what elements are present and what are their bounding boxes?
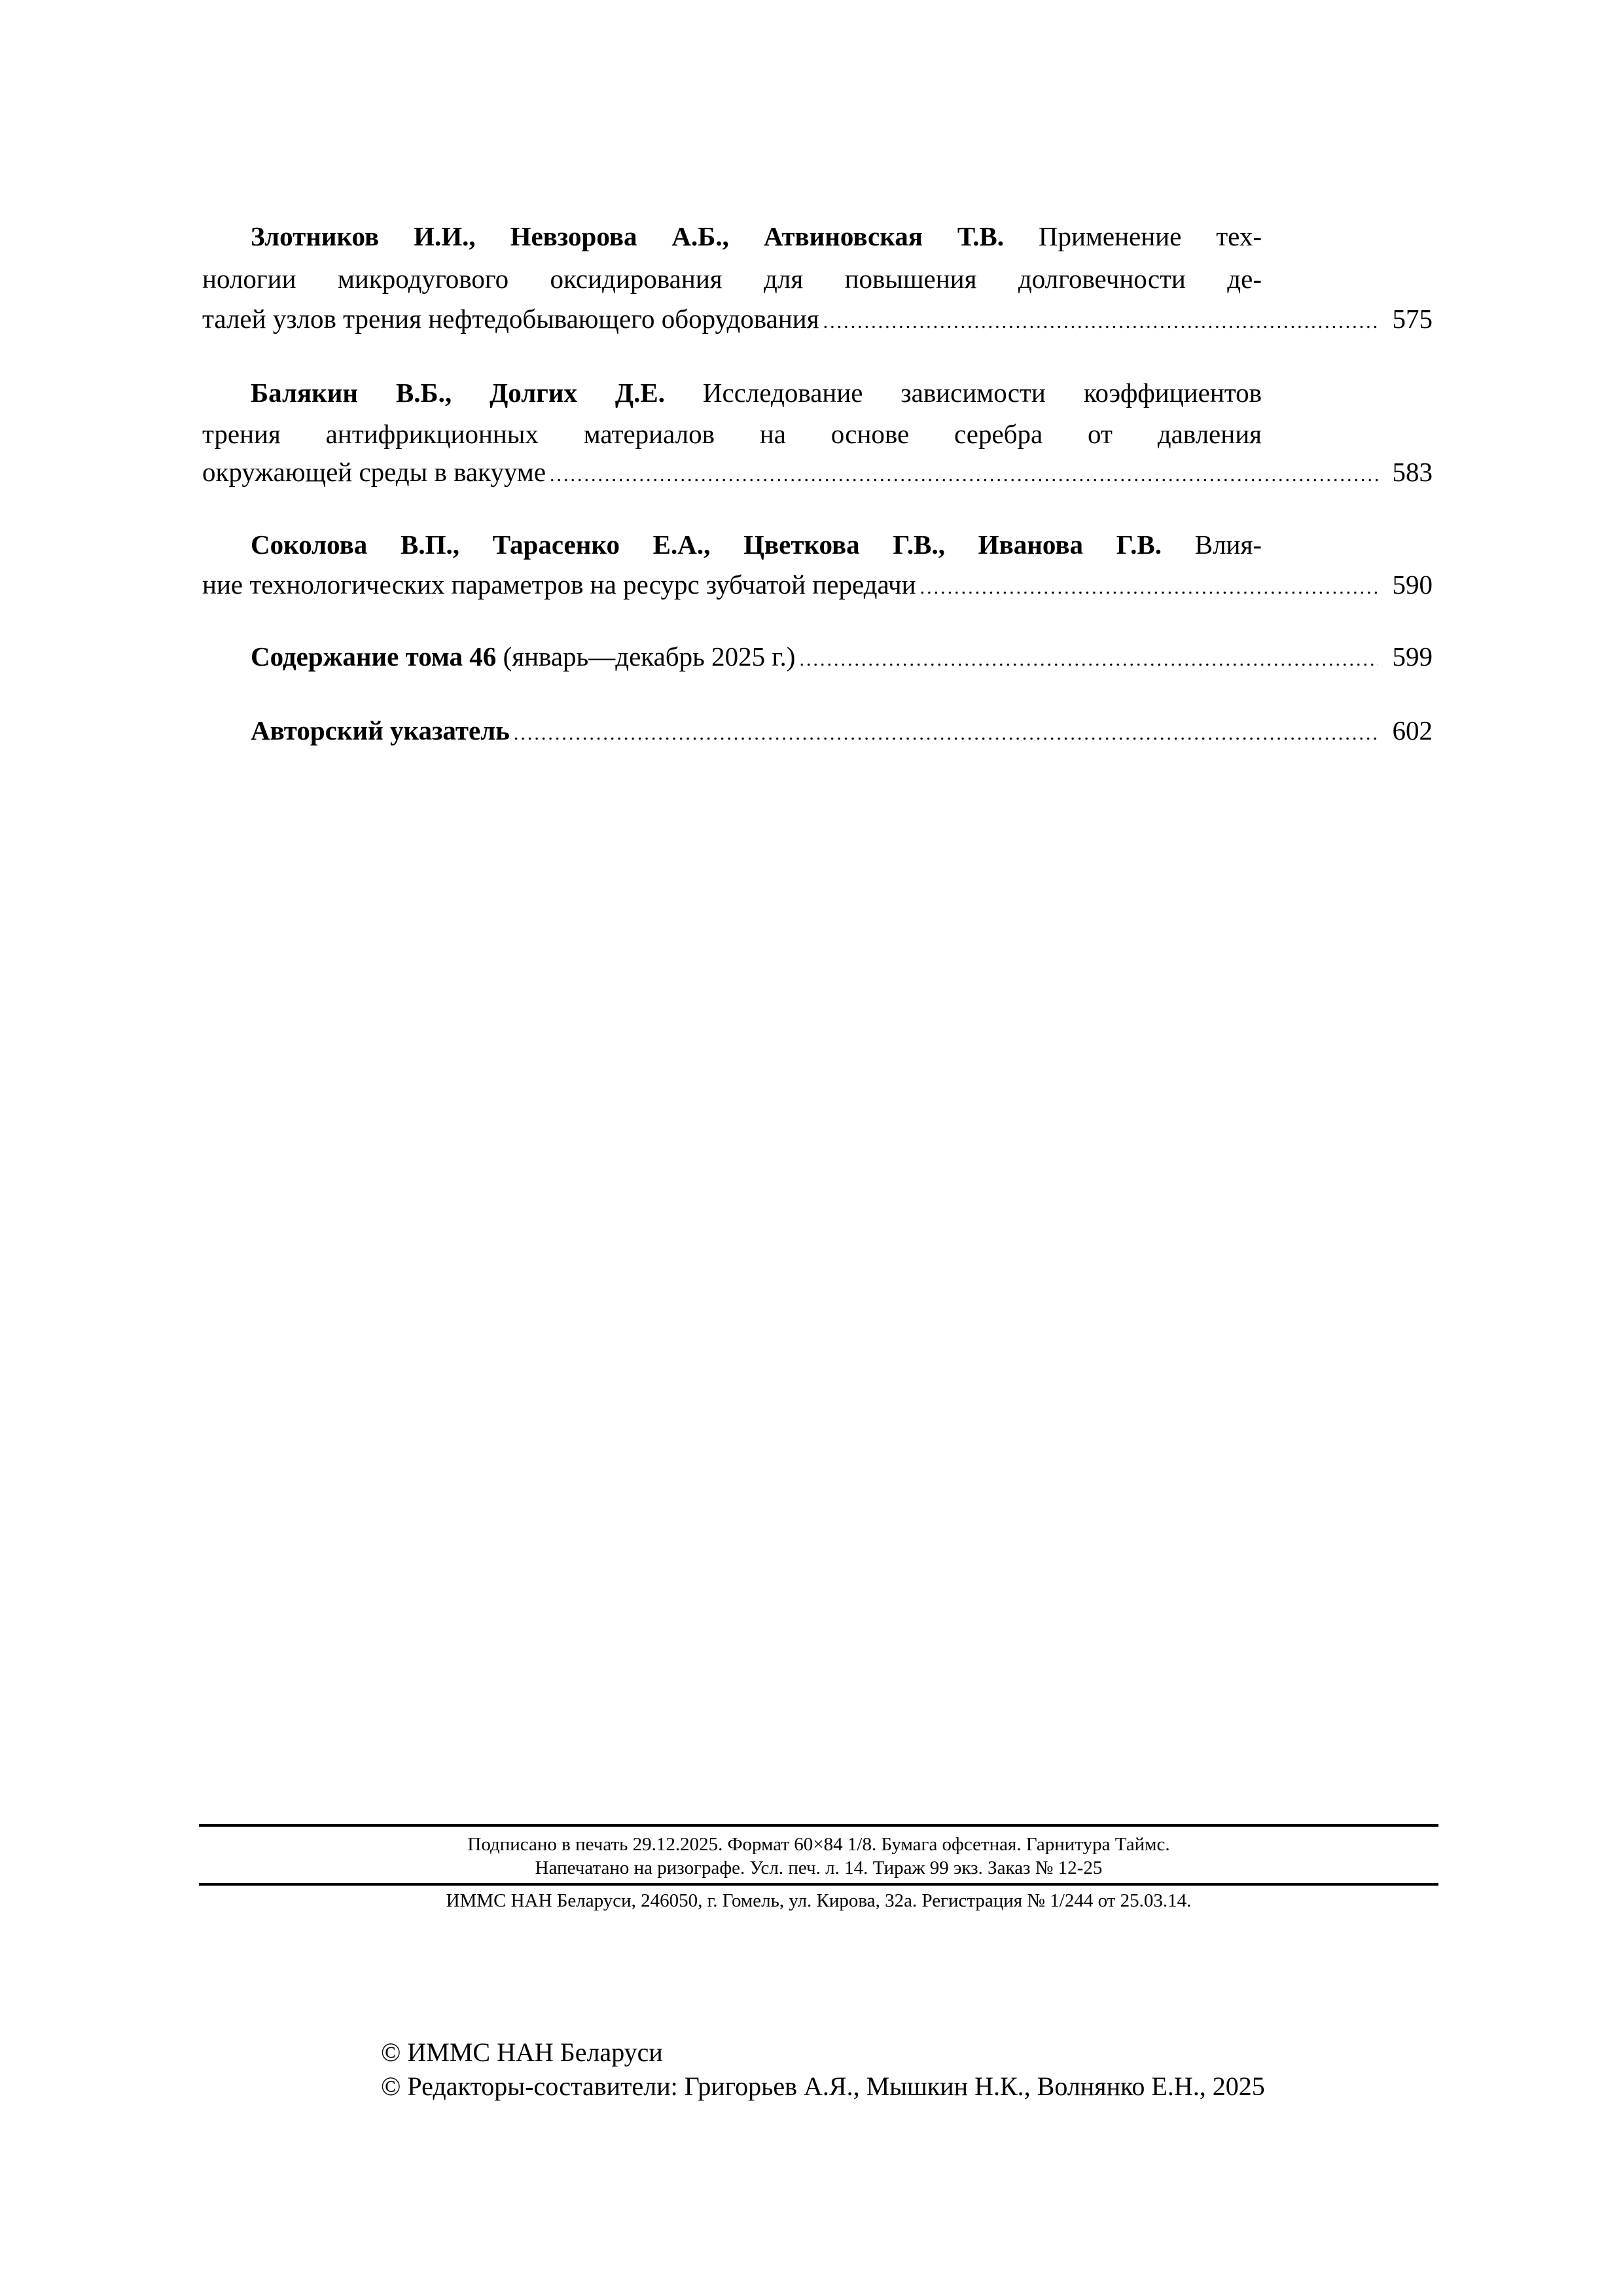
toc-entry-authors: Соколова В.П., Тарасенко Е.А., Цветкова Г.В., Иванова Г.В.	[251, 529, 1162, 560]
toc-entry-heading: Содержание тома 46	[251, 641, 497, 672]
toc-entry-title: Исследование зависимости коэффициентов	[702, 378, 1262, 408]
dot-leader	[799, 643, 1378, 676]
toc-entry-2-line-3[interactable]	[202, 456, 1433, 492]
toc-entry-3-line-2[interactable]	[202, 568, 1433, 604]
copyright-institute: © ИММС НАН Беларуси	[381, 2037, 663, 2067]
toc-entry-3-line-1	[251, 528, 1262, 561]
dot-leader	[550, 459, 1378, 492]
divider-bottom	[199, 1883, 1438, 1886]
page-number: 583	[1392, 457, 1433, 487]
divider-top	[199, 1824, 1438, 1827]
toc-entry-authors: Балякин В.Б., Долгих Д.Е.	[251, 378, 665, 408]
toc-entry-2-line-1	[251, 376, 1262, 409]
toc-entry-title: окружающей среды в вакууме	[202, 457, 546, 487]
dot-leader	[920, 571, 1378, 604]
toc-entry-1-line-2: нологии микродугового оксидирования для повышения долговечности де-	[202, 264, 1262, 294]
page-number: 575	[1392, 304, 1433, 334]
imprint-line-2: Напечатано на ризографе. Усл. печ. л. 14. Тираж 99 экз. Заказ № 12-25	[535, 1857, 1103, 1878]
toc-entry-subtitle: (январь—декабрь 2025 г.)	[503, 641, 796, 672]
toc-entry-title: ние технологических параметров на ресурс зубчатой передачи	[202, 569, 916, 600]
toc-entry-1-line-3[interactable]	[202, 302, 1433, 338]
dot-leader	[823, 306, 1378, 338]
toc-entry-title: Применение тех-	[1038, 221, 1262, 251]
toc-entry-title: талей узлов трения нефтедобывающего оборудования	[202, 304, 819, 334]
toc-entry-1-line-1	[251, 220, 1262, 253]
toc-entry-2-line-2: трения антифрикционных материалов на основе серебра от давления	[202, 419, 1262, 449]
toc-entry-title: Влия-	[1194, 529, 1262, 560]
toc-entry-volume-contents[interactable]	[251, 640, 1433, 676]
dot-leader	[514, 717, 1378, 750]
imprint-line-3: ИММС НАН Беларуси, 246050, г. Гомель, ул. Кирова, 32а. Регистрация № 1/244 от 25.03.14.	[446, 1890, 1192, 1911]
copyright-editors: © Редакторы-составители: Григорьев А.Я., Мышкин Н.К., Волнянко Е.Н., 2025	[381, 2072, 1265, 2101]
toc-entry-authors: Злотников И.И., Невзорова А.Б., Атвиновская Т.В.	[251, 221, 1004, 251]
toc-entry-heading: Авторский указатель	[251, 715, 510, 745]
toc-entry-author-index[interactable]	[251, 714, 1433, 750]
page-number: 599	[1392, 641, 1433, 672]
page-number: 602	[1392, 715, 1433, 745]
imprint-line-1: Подписано в печать 29.12.2025. Формат 60×84 1/8. Бумага офсетная. Гарнитура Таймс.	[467, 1834, 1170, 1855]
page-number: 590	[1392, 569, 1433, 600]
